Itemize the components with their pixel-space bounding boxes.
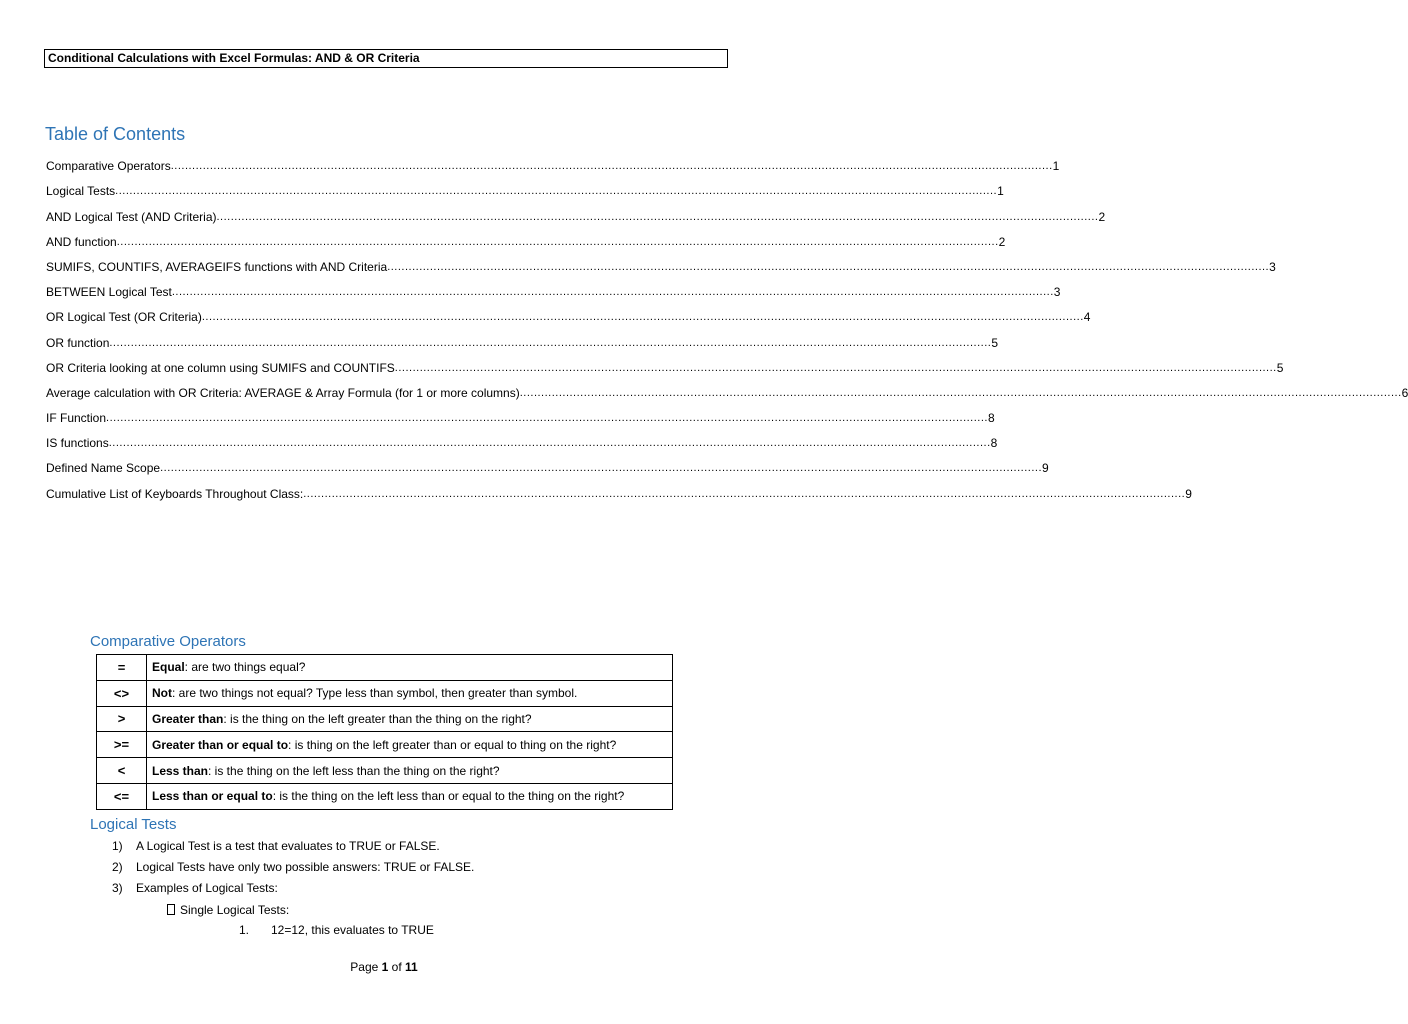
toc-leader: ........................................................................................................................................................................................................................................................ bbox=[109, 336, 992, 349]
toc-leader: ........................................................................................................................................................................................................................................................ bbox=[519, 386, 1402, 399]
toc-leader: ........................................................................................................................................................................................................................................................ bbox=[115, 185, 998, 198]
toc-leader: ........................................................................................................................................................................................................................................................ bbox=[171, 286, 1054, 299]
logical-tests-heading: Logical Tests bbox=[90, 816, 177, 833]
toc-entry[interactable] bbox=[46, 324, 998, 350]
toc-entry-page: 3 bbox=[1269, 259, 1276, 274]
toc-entry[interactable] bbox=[46, 224, 1006, 249]
operator-desc: : is the thing on the left greater than the thing on the right? bbox=[223, 711, 532, 726]
operator-description bbox=[147, 758, 673, 784]
operator-symbol: <= bbox=[97, 783, 147, 809]
list-text: Logical Tests have only two possible answers: TRUE or FALSE. bbox=[136, 860, 475, 874]
list-text: Examples of Logical Tests: bbox=[136, 881, 278, 895]
operator-term: Greater than or equal to bbox=[152, 737, 289, 752]
page-of: of bbox=[388, 960, 406, 974]
toc-entry[interactable] bbox=[46, 173, 1004, 199]
toc-entry-page: 1 bbox=[1052, 159, 1060, 174]
toc-entry-title: OR Logical Test (OR Criteria) bbox=[46, 310, 202, 325]
toc-entry-title: AND Logical Test (AND Criteria) bbox=[46, 209, 217, 224]
toc-entry-page: 6 bbox=[1401, 385, 1408, 400]
toc-entry-page: 2 bbox=[998, 234, 1006, 249]
list-text: A Logical Test is a test that evaluates to TRUE or FALSE. bbox=[136, 839, 440, 853]
operator-term: Less than bbox=[152, 763, 209, 778]
toc-entry[interactable] bbox=[46, 198, 1106, 224]
sub-sub-list-text: 12=12, this evaluates to TRUE bbox=[271, 923, 434, 937]
page-footer bbox=[0, 960, 768, 974]
table-row bbox=[97, 680, 673, 706]
toc-entry-title: IS functions bbox=[46, 436, 109, 451]
sub-sub-list-item bbox=[239, 923, 434, 937]
table-row bbox=[97, 783, 673, 809]
operator-description bbox=[147, 732, 673, 758]
toc-leader: ........................................................................................................................................................................................................................................................ bbox=[387, 260, 1270, 273]
operator-symbol: > bbox=[97, 706, 147, 732]
current-page-number: 1 bbox=[381, 960, 389, 974]
operator-term: Not bbox=[152, 686, 172, 701]
toc-entry-title: SUMIFS, COUNTIFS, AVERAGEIFS functions with AND Criteria bbox=[46, 259, 388, 274]
toc-entry-page: 8 bbox=[987, 411, 995, 426]
list-number: 1. bbox=[239, 923, 250, 937]
operator-symbol: < bbox=[97, 758, 147, 784]
operator-desc: : is the thing on the left less than the thing on the right? bbox=[208, 763, 500, 778]
toc-entry[interactable] bbox=[46, 400, 995, 426]
operator-term: Greater than bbox=[152, 711, 224, 726]
toc-entry-title: AND function bbox=[46, 234, 117, 249]
toc-leader: ........................................................................................................................................................................................................................................................ bbox=[106, 412, 988, 425]
total-page-count: 11 bbox=[405, 960, 418, 974]
toc-leader: ........................................................................................................................................................................................................................................................ bbox=[394, 361, 1277, 374]
toc-entry[interactable] bbox=[46, 375, 1408, 400]
list-number: 1) bbox=[112, 839, 123, 853]
toc-entry-title: IF Function bbox=[46, 411, 107, 426]
toc-entry[interactable] bbox=[46, 274, 1061, 300]
toc-heading: Table of Contents bbox=[45, 124, 186, 144]
operator-description bbox=[147, 783, 673, 809]
toc-entry-page: 3 bbox=[1053, 285, 1061, 300]
operator-desc: : are two things equal? bbox=[184, 660, 306, 675]
comparative-operators-table bbox=[96, 654, 673, 810]
operator-symbol: >= bbox=[97, 732, 147, 758]
table-row bbox=[97, 732, 673, 758]
toc-entry-page: 1 bbox=[997, 184, 1004, 199]
comparative-operators-heading: Comparative Operators bbox=[90, 633, 246, 650]
list-number: 3) bbox=[112, 881, 123, 895]
toc-entry-page: 2 bbox=[1098, 209, 1106, 224]
list-item bbox=[112, 880, 474, 901]
toc-entry-title: OR function bbox=[46, 335, 110, 350]
operator-desc: : are two things not equal? Type less than symbol, then greater than symbol. bbox=[172, 686, 578, 701]
list-item bbox=[112, 859, 474, 880]
toc-leader: ........................................................................................................................................................................................................................................................ bbox=[108, 437, 991, 450]
operator-description bbox=[147, 680, 673, 706]
toc-entry-page: 9 bbox=[1185, 486, 1192, 501]
operator-desc: : is thing on the left greater than or equal to thing on the right? bbox=[288, 737, 617, 752]
toc-leader: ........................................................................................................................................................................................................................................................ bbox=[160, 462, 1043, 475]
toc-entry-title: Cumulative List of Keyboards Throughout Class: bbox=[46, 486, 304, 501]
toc-entry-title: Logical Tests bbox=[46, 184, 116, 199]
toc-entry-page: 4 bbox=[1083, 310, 1091, 325]
sub-list-text: Single Logical Tests: bbox=[180, 903, 290, 917]
toc-leader: ........................................................................................................................................................................................................................................................ bbox=[116, 235, 999, 248]
toc-entry-title: BETWEEN Logical Test bbox=[46, 285, 172, 300]
document-title: Conditional Calculations with Excel Formulas: AND & OR Criteria bbox=[44, 49, 728, 68]
toc-leader: ........................................................................................................................................................................................................................................................ bbox=[170, 160, 1053, 173]
operator-desc: : is the thing on the left less than or equal to the thing on the right? bbox=[272, 789, 625, 804]
toc-entry-title: OR Criteria looking at one column using SUMIFS and COUNTIFS bbox=[46, 360, 395, 375]
toc-entry-page: 9 bbox=[1042, 461, 1049, 476]
toc-entry-page: 5 bbox=[1276, 360, 1284, 375]
operator-description bbox=[147, 655, 673, 681]
toc-entry[interactable] bbox=[46, 350, 1284, 375]
operator-description bbox=[147, 706, 673, 732]
operator-symbol: = bbox=[97, 655, 147, 681]
table-row bbox=[97, 655, 673, 681]
toc-entry-page: 8 bbox=[990, 436, 998, 451]
toc-entry[interactable] bbox=[46, 425, 998, 451]
list-number: 2) bbox=[112, 860, 123, 874]
table-of-contents bbox=[46, 148, 1408, 501]
logical-tests-list bbox=[112, 838, 474, 901]
table-row bbox=[97, 706, 673, 732]
toc-entry[interactable] bbox=[46, 450, 1049, 476]
operator-term: Less than or equal to bbox=[152, 789, 273, 804]
toc-entry-title: Comparative Operators bbox=[46, 159, 171, 174]
table-row bbox=[97, 758, 673, 784]
toc-leader: ........................................................................................................................................................................................................................................................ bbox=[201, 311, 1084, 324]
toc-leader: ........................................................................................................................................................................................................................................................ bbox=[303, 487, 1186, 500]
toc-entry-page: 5 bbox=[991, 335, 998, 350]
toc-leader: ........................................................................................................................................................................................................................................................ bbox=[216, 210, 1099, 223]
sub-list-item bbox=[167, 903, 289, 917]
toc-entry-title: Defined Name Scope bbox=[46, 461, 161, 476]
operator-symbol: <> bbox=[97, 680, 147, 706]
square-bullet-icon bbox=[167, 904, 175, 915]
toc-entry-title: Average calculation with OR Criteria: AVERAGE & Array Formula (for 1 or more columns) bbox=[46, 385, 520, 400]
toc-entry[interactable] bbox=[46, 299, 1091, 325]
page-label: Page bbox=[350, 960, 382, 974]
toc-entry[interactable] bbox=[46, 148, 1060, 174]
operator-term: Equal bbox=[152, 660, 185, 675]
list-item bbox=[112, 838, 474, 859]
toc-entry[interactable] bbox=[46, 475, 1192, 501]
toc-entry[interactable] bbox=[46, 249, 1276, 274]
